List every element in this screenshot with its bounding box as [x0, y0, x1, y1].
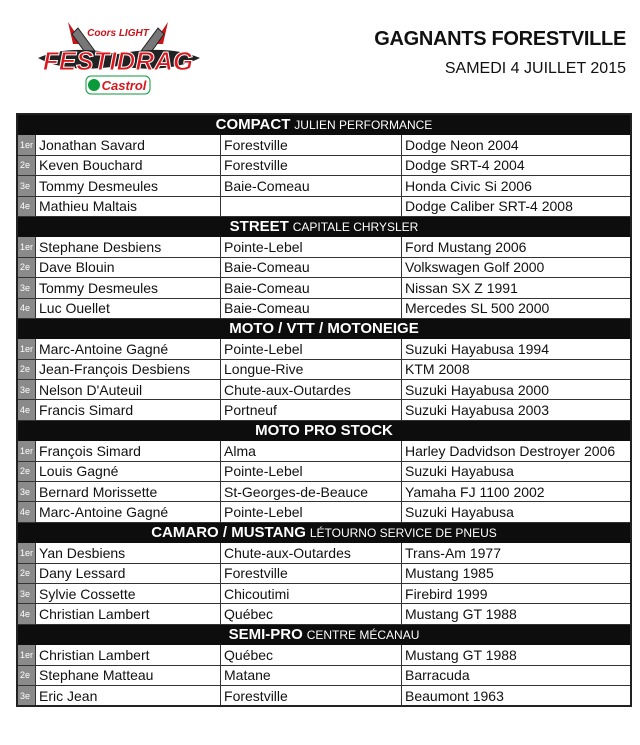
table-row: [17, 135, 631, 155]
table-row: [17, 298, 631, 318]
rank-cell: 1er: [17, 543, 36, 563]
city-cell: Chute-aux-Outardes: [221, 543, 402, 563]
rank-cell: 2e: [17, 563, 36, 583]
car-cell: Dodge SRT-4 2004: [402, 155, 631, 175]
table-row: [17, 359, 631, 379]
rank-cell: 3e: [17, 685, 36, 706]
section-title: [17, 114, 631, 135]
section-title: [17, 216, 631, 236]
table-row: [17, 237, 631, 257]
car-cell: Beaumont 1963: [402, 685, 631, 706]
table-row: [17, 441, 631, 461]
city-cell: Pointe-Lebel: [221, 237, 402, 257]
section-header: [17, 420, 631, 440]
city-cell: Forestville: [221, 155, 402, 175]
name-cell: Jean-François Desbiens: [36, 359, 221, 379]
rank-cell: 3e: [17, 278, 36, 298]
rank-cell: 1er: [17, 339, 36, 359]
section-header: [17, 624, 631, 644]
name-cell: Christian Lambert: [36, 645, 221, 665]
rank-cell: 3e: [17, 583, 36, 603]
section-title: [17, 318, 631, 338]
winners-table: [16, 113, 632, 707]
car-cell: Barracuda: [402, 665, 631, 685]
name-cell: François Simard: [36, 441, 221, 461]
category-name: MOTO / VTT / MOTONEIGE: [229, 320, 419, 338]
city-cell: Forestville: [221, 563, 402, 583]
section-title: [17, 420, 631, 440]
name-cell: Eric Jean: [36, 685, 221, 706]
rank-cell: 3e: [17, 176, 36, 196]
city-cell: Baie-Comeau: [221, 278, 402, 298]
name-cell: Tommy Desmeules: [36, 278, 221, 298]
rank-cell: 1er: [17, 441, 36, 461]
car-cell: Mercedes SL 500 2000: [402, 298, 631, 318]
car-cell: Suzuki Hayabusa: [402, 502, 631, 522]
page-title: GAGNANTS FORESTVILLE: [374, 28, 626, 50]
table-row: [17, 604, 631, 624]
name-cell: Mathieu Maltais: [36, 196, 221, 216]
name-cell: Dany Lessard: [36, 563, 221, 583]
svg-text:Castrol: Castrol: [101, 78, 147, 93]
table-row: [17, 196, 631, 216]
rank-cell: 2e: [17, 155, 36, 175]
city-cell: Baie-Comeau: [221, 298, 402, 318]
section-header: [17, 318, 631, 338]
city-cell: Pointe-Lebel: [221, 339, 402, 359]
rank-cell: 2e: [17, 461, 36, 481]
table-row: [17, 339, 631, 359]
table-row: [17, 380, 631, 400]
rank-cell: 4e: [17, 298, 36, 318]
table-row: [17, 685, 631, 706]
car-cell: Nissan SX Z 1991: [402, 278, 631, 298]
rank-cell: 1er: [17, 645, 36, 665]
sponsor-name: JULIEN PERFORMANCE: [294, 118, 433, 133]
rank-cell: 2e: [17, 665, 36, 685]
table-row: [17, 482, 631, 502]
rank-cell: 4e: [17, 400, 36, 420]
rank-cell: 3e: [17, 482, 36, 502]
name-cell: Sylvie Cossette: [36, 583, 221, 603]
rank-cell: 4e: [17, 604, 36, 624]
section-header: [17, 216, 631, 236]
car-cell: Trans-Am 1977: [402, 543, 631, 563]
category-name: COMPACT: [215, 116, 291, 134]
rank-cell: 1er: [17, 237, 36, 257]
name-cell: Bernard Morissette: [36, 482, 221, 502]
section-title: [17, 522, 631, 542]
table-row: [17, 563, 631, 583]
car-cell: Mustang GT 1988: [402, 645, 631, 665]
svg-text:FESTIDRAG: FESTIDRAG: [42, 46, 194, 76]
sponsor-name: CENTRE MÉCANAU: [306, 627, 420, 642]
city-cell: Portneuf: [221, 400, 402, 420]
name-cell: Christian Lambert: [36, 604, 221, 624]
name-cell: Luc Ouellet: [36, 298, 221, 318]
name-cell: Dave Blouin: [36, 257, 221, 277]
table-row: [17, 400, 631, 420]
rank-cell: 2e: [17, 257, 36, 277]
name-cell: Marc-Antoine Gagné: [36, 502, 221, 522]
name-cell: Marc-Antoine Gagné: [36, 339, 221, 359]
table-row: [17, 155, 631, 175]
table-row: [17, 176, 631, 196]
car-cell: Dodge Neon 2004: [402, 135, 631, 155]
car-cell: Yamaha FJ 1100 2002: [402, 482, 631, 502]
festidrag-logo: [28, 14, 208, 98]
rank-cell: 4e: [17, 196, 36, 216]
rank-cell: 1er: [17, 135, 36, 155]
name-cell: Keven Bouchard: [36, 155, 221, 175]
name-cell: Francis Simard: [36, 400, 221, 420]
table-row: [17, 278, 631, 298]
city-cell: Matane: [221, 665, 402, 685]
car-cell: Firebird 1999: [402, 583, 631, 603]
city-cell: Pointe-Lebel: [221, 502, 402, 522]
table-row: [17, 257, 631, 277]
car-cell: Dodge Caliber SRT-4 2008: [402, 196, 631, 216]
name-cell: Louis Gagné: [36, 461, 221, 481]
name-cell: Tommy Desmeules: [36, 176, 221, 196]
category-name: MOTO PRO STOCK: [255, 422, 393, 440]
city-cell: Forestville: [221, 685, 402, 706]
city-cell: Baie-Comeau: [221, 176, 402, 196]
name-cell: Stephane Desbiens: [36, 237, 221, 257]
car-cell: Suzuki Hayabusa: [402, 461, 631, 481]
car-cell: Mustang GT 1988: [402, 604, 631, 624]
svg-text:Coors LIGHT: Coors LIGHT: [87, 28, 149, 39]
name-cell: Stephane Matteau: [36, 665, 221, 685]
city-cell: Alma: [221, 441, 402, 461]
city-cell: Québec: [221, 604, 402, 624]
table-row: [17, 665, 631, 685]
sponsor-name: LÉTOURNO SERVICE DE PNEUS: [309, 526, 497, 540]
rank-cell: 4e: [17, 502, 36, 522]
city-cell: Pointe-Lebel: [221, 461, 402, 481]
car-cell: Harley Dadvidson Destroyer 2006: [402, 441, 631, 461]
car-cell: Suzuki Hayabusa 2000: [402, 380, 631, 400]
name-cell: Yan Desbiens: [36, 543, 221, 563]
car-cell: Volkswagen Golf 2000: [402, 257, 631, 277]
city-cell: Chute-aux-Outardes: [221, 380, 402, 400]
section-title: [17, 624, 631, 644]
table-row: [17, 502, 631, 522]
section-header: [17, 522, 631, 542]
car-cell: Suzuki Hayabusa 1994: [402, 339, 631, 359]
category-name: SEMI-PRO: [228, 625, 303, 643]
city-cell: Chicoutimi: [221, 583, 402, 603]
sponsor-name: CAPITALE CHRYSLER: [292, 220, 419, 235]
category-name: CAMARO / MUSTANG: [151, 524, 306, 541]
table-row: [17, 583, 631, 603]
rank-cell: 2e: [17, 359, 36, 379]
city-cell: St-Georges-de-Beauce: [221, 482, 402, 502]
city-cell: [221, 196, 402, 216]
car-cell: KTM 2008: [402, 359, 631, 379]
category-name: STREET: [229, 218, 289, 236]
city-cell: Québec: [221, 645, 402, 665]
name-cell: Nelson D'Auteuil: [36, 380, 221, 400]
car-cell: Ford Mustang 2006: [402, 237, 631, 257]
city-cell: Longue-Rive: [221, 359, 402, 379]
car-cell: Suzuki Hayabusa 2003: [402, 400, 631, 420]
section-header: [17, 114, 631, 135]
city-cell: Baie-Comeau: [221, 257, 402, 277]
table-row: [17, 461, 631, 481]
name-cell: Jonathan Savard: [36, 135, 221, 155]
car-cell: Honda Civic Si 2006: [402, 176, 631, 196]
table-row: [17, 543, 631, 563]
event-date: SAMEDI 4 JUILLET 2015: [444, 60, 626, 77]
table-row: [17, 645, 631, 665]
rank-cell: 3e: [17, 380, 36, 400]
car-cell: Mustang 1985: [402, 563, 631, 583]
city-cell: Forestville: [221, 135, 402, 155]
